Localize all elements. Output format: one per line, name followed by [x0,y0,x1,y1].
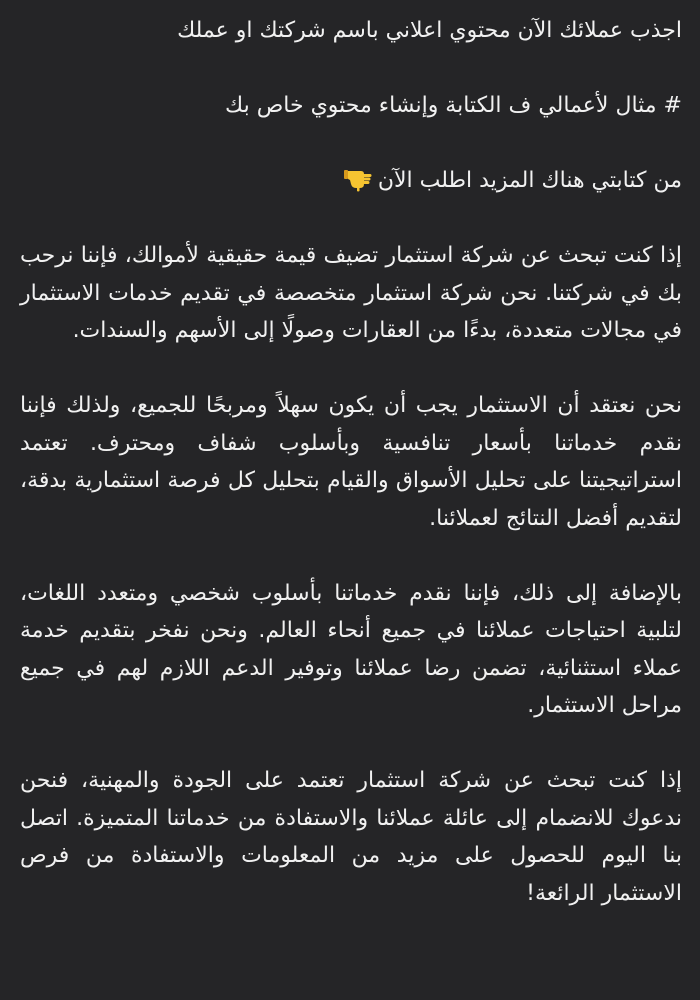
line-spacer [20,125,682,163]
paragraph-spacer [20,537,682,575]
post-paragraph-2: نحن نعتقد أن الاستثمار يجب أن يكون سهلاً ومربحًا للجميع، ولذلك فإننا نقدم خدماتنا بأسعار تنافسية وبأسلوب شفاف ومحترف. تعتمد استراتيجيتنا على تحليل الأسواق والقيام بتحليل كل فرصة استثمارية بدقة، لتقديم أفضل النتائج لعملائنا. [20,393,682,531]
line-spacer [20,50,682,88]
paragraph-spacer [20,350,682,388]
pointing-down-hand-icon [344,166,372,192]
post-paragraph-1: إذا كنت تبحث عن شركة استثمار تضيف قيمة حقيقية لأموالك، فإننا نرحب بك في شركتنا. نحن شركة استثمار متخصصة في تقديم خدمات الاستثمار في مجالات متعددة، بدءًا من العقارات وصولًا إلى الأسهم والسندات. [20,243,682,343]
post-paragraph-4: إذا كنت تبحث عن شركة استثمار تعتمد على الجودة والمهنية، فنحن ندعوك للانضمام إلى عائلة عملائنا والاستفادة من خدماتنا المتميزة. اتصل بنا اليوم للحصول على مزيد من المعلومات والاستفادة من فرص الاستثمار الرائعة! [20,768,682,906]
post-paragraph-3: بالإضافة إلى ذلك، فإننا نقدم خدماتنا بأسلوب شخصي ومتعدد اللغات، لتلبية احتياجات عملائنا في جميع أنحاء العالم. ونحن نفخر بتقديم خدمة عملاء استثنائية، تضمن رضا عملائنا وتوفير الدعم اللازم لهم في جميع مراحل الاستثمار. [20,580,682,718]
post-line-hashtag: # مثال لأعمالي ف الكتابة وإنشاء محتوي خاص بك [225,93,682,118]
paragraph-spacer [20,725,682,763]
line-spacer [20,200,682,238]
post-line-call-to-action [20,162,682,200]
call-to-action-text: من كتابتي هناك المزيد اطلب الآن [377,168,682,193]
post-line-headline: اجذب عملائك الآن محتوي اعلاني باسم شركتك او عملك [177,18,682,43]
